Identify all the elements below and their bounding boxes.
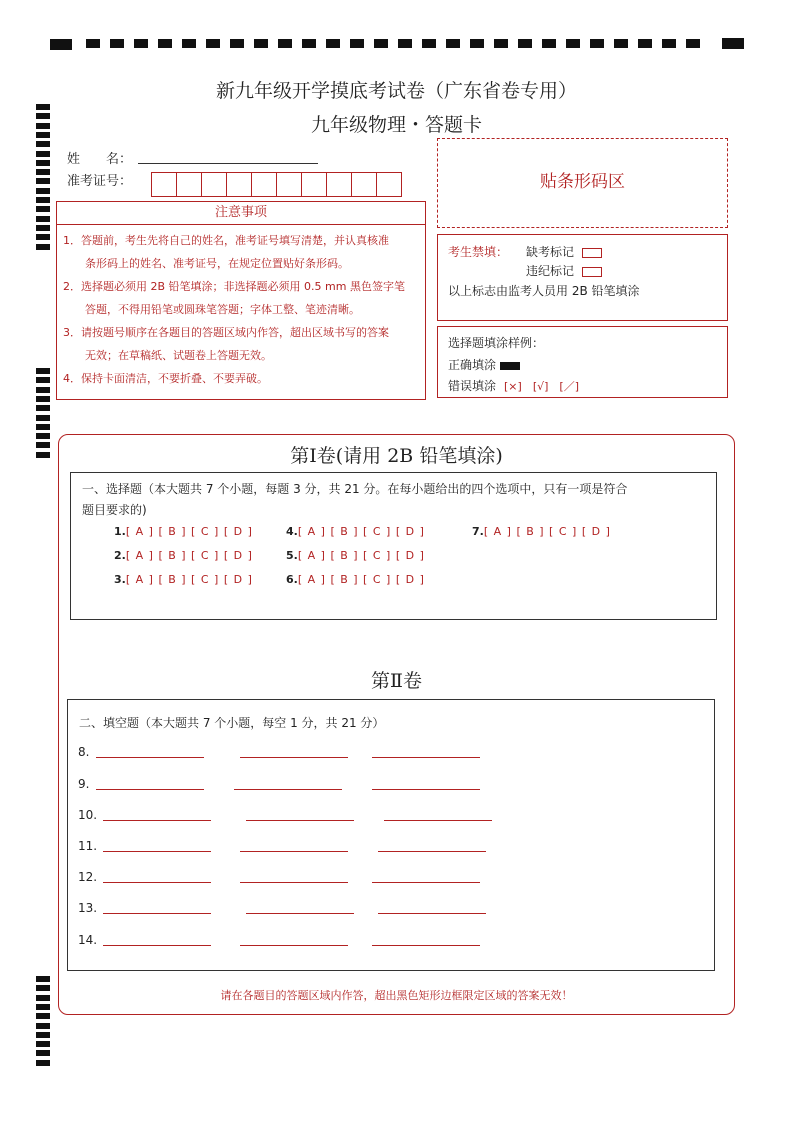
mc-q5[interactable]: 5.[ A ] [ B ] [ C ] [ D ] [286,549,425,562]
timing-mark [36,1050,50,1056]
fill-q14-number: 14. [78,933,98,947]
notice-item: 条形码上的姓名、准考证号，在规定位置贴好条形码。 [63,257,349,270]
fill-q11-number: 11. [78,839,98,853]
forbidden-note: 以上标志由监考人员用 2B 铅笔填涂 [448,284,640,298]
choice-section [70,472,717,620]
notice-item: 2．选择题必须用 2B 铅笔填涂；非选择题必须用 0.5 mm 黑色签字笔 [63,280,405,293]
timing-mark [36,976,50,982]
notice-heading: 注意事项 [57,202,425,225]
fill-instruction: 二、填空题（本大题共 7 个小题，每空 1 分，共 21 分） [79,716,385,730]
timing-mark [36,387,50,393]
fill-q9-number: 9. [78,777,90,791]
forbidden-label: 考生禁填： [448,245,509,259]
timing-mark [36,424,50,430]
forbidden-box [437,234,728,321]
choice-instruction-cont: 题目要求的) [82,503,147,517]
timing-mark [36,151,50,157]
timing-mark [36,225,50,231]
timing-mark [36,206,50,212]
notice-item: 3．请按题号顺序在各题目的答题区域内作答，超出区域书写的答案 [63,326,389,339]
part2-title: 第Ⅱ卷 [371,670,422,692]
timing-mark [36,1013,50,1019]
timing-mark [36,169,50,175]
fill-section [67,699,715,971]
exam-id-label: 准考证号： [67,174,133,189]
wrong-fill: 错误填涂 [×] [√] [／] [448,379,579,393]
fill-q8-number: 8. [78,745,90,759]
mc-q4[interactable]: 4.[ A ] [ B ] [ C ] [ D ] [286,525,425,538]
timing-mark [36,178,50,184]
notice-item: 4．保持卡面清洁，不要折叠、不要弄破。 [63,372,268,385]
timing-mark [36,1004,50,1010]
notice-item: 答题，不得用铅笔或圆珠笔答题；字体工整、笔迹清晰。 [63,303,360,316]
name-field[interactable] [138,162,318,164]
notice-box [56,201,426,400]
timing-mark [36,415,50,421]
absent-mark-label: 缺考标记 [526,245,575,259]
timing-mark [36,405,50,411]
barcode-area: 贴条形码区 [437,138,728,228]
notice-item: 1．答题前，考生先将自己的姓名，准考证号填写清楚，并认真核准 [63,234,389,247]
choice-instruction: 一、选择题（本大题共 7 个小题，每题 3 分，共 21 分。在每小题给出的四个选项中，只有一项是符合 [82,482,628,496]
timing-mark [36,377,50,383]
sample-box [437,326,728,398]
timing-mark [36,216,50,222]
timing-mark [36,160,50,166]
sample-label: 选择题填涂样例： [448,336,545,350]
violation-mark[interactable] [526,262,602,279]
timing-mark [36,433,50,439]
fill-q13-number: 13. [78,901,98,915]
footer-warning: 请在各题目的答题区域内作答，超出黑色矩形边框限定区域的答案无效！ [220,989,573,1002]
absent-mark[interactable] [526,243,602,260]
timing-mark [36,244,50,250]
mc-q7[interactable]: 7.[ A ] [ B ] [ C ] [ D ] [472,525,611,538]
mc-q6[interactable]: 6.[ A ] [ B ] [ C ] [ D ] [286,573,425,586]
timing-mark [36,1032,50,1038]
timing-mark [36,396,50,402]
fill-q10-number: 10. [78,808,98,822]
mc-q2[interactable]: 2.[ A ] [ B ] [ C ] [ D ] [114,549,253,562]
notice-item: 无效；在草稿纸、试题卷上答题无效。 [63,349,272,362]
timing-mark [36,141,50,147]
answer-sheet-subtitle: 九年级物理・答题卡 [310,114,482,136]
timing-mark [36,188,50,194]
timing-mark [36,1060,50,1066]
timing-mark [36,234,50,240]
exam-id-cells[interactable] [151,172,401,197]
timing-mark [36,197,50,203]
correct-fill: 正确填涂 [448,356,520,373]
timing-mark [36,1041,50,1047]
mc-q1[interactable]: 1.[ A ] [ B ] [ C ] [ D ] [114,525,253,538]
part1-title: 第Ⅰ卷(请用 2B 铅笔填涂) [290,445,503,467]
timing-mark [36,368,50,374]
mc-q3[interactable]: 3.[ A ] [ B ] [ C ] [ D ] [114,573,253,586]
timing-mark [36,1023,50,1029]
fill-q12-number: 12. [78,870,98,884]
exam-title: 新九年级开学摸底考试卷（广东省卷专用） [215,80,577,102]
violation-mark-label: 违纪标记 [526,264,575,278]
name-label: 姓 名： [67,152,133,167]
